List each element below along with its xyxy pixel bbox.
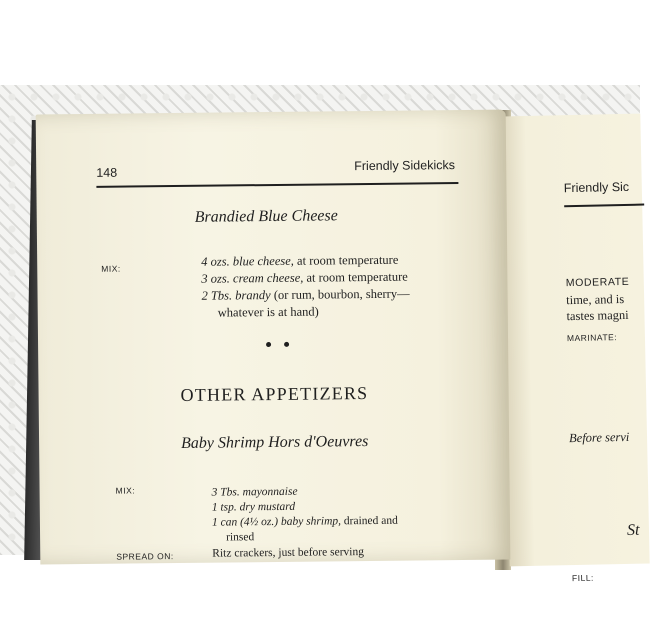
ingredient-qty: 2 Tbs. (201, 288, 233, 303)
ingredient-line: 1 tsp. dry mustard (211, 500, 296, 514)
spread-on-text: Ritz crackers, just before serving (212, 546, 365, 560)
ingredient-line (212, 515, 398, 529)
ingredient-continuation: whatever is at hand) (217, 304, 319, 320)
left-page (36, 110, 511, 565)
mix-label-1: MIX: (101, 263, 121, 274)
recipe-title-baby-shrimp: Baby Shrimp Hors d'Oeuvres (181, 433, 369, 452)
ingredient-item: brandy (235, 288, 271, 303)
book-photo (0, 85, 640, 584)
ingredient-qty: 4 ozs. (201, 254, 230, 269)
section-heading: OTHER APPETIZERS (180, 383, 369, 405)
separator-dot (266, 342, 271, 347)
right-moderate-label: MODERATE (565, 275, 630, 290)
ingredient-item: blue cheese, (232, 253, 294, 269)
spread-on-label: SPREAD ON: (116, 551, 174, 562)
ingredient-item: baby shrimp, (280, 515, 342, 528)
header-rule (96, 182, 458, 188)
ingredient-rest: at room temperature (306, 269, 408, 285)
ingredient-line (201, 287, 409, 304)
ingredient-item: cream cheese, (232, 270, 304, 286)
page-number: 148 (96, 165, 118, 180)
right-fill-label: FILL: (571, 572, 594, 584)
right-marinate-label: MARINATE: (566, 332, 618, 344)
ingredient-rest: (or rum, bourbon, sherry— (273, 286, 410, 302)
right-line-2: tastes magni (566, 307, 629, 324)
ingredient-line (201, 253, 398, 270)
separator-dot (284, 342, 289, 347)
ingredient-rest: drained and (343, 514, 398, 528)
ingredient-continuation: rinsed (226, 531, 255, 544)
ingredient-line (201, 270, 408, 287)
mix-label-2: MIX: (115, 485, 136, 496)
right-header-rule (564, 204, 644, 208)
right-before-serving: Before servi (568, 429, 630, 446)
right-line-1: time, and is (566, 291, 625, 308)
right-page (500, 114, 649, 584)
ingredient-qty: 3 ozs. (201, 271, 230, 286)
right-partial-title: St (626, 521, 640, 539)
ingredient-rest: at room temperature (296, 252, 399, 268)
ingredient-line: 3 Tbs. mayonnaise (211, 485, 298, 499)
ingredient-qty: 1 can (4½ oz.) (211, 515, 279, 529)
recipe-title-brandied-blue-cheese: Brandied Blue Cheese (194, 207, 338, 226)
right-running-head: Friendly Sic (563, 179, 630, 196)
running-head: Friendly Sidekicks (354, 158, 456, 174)
